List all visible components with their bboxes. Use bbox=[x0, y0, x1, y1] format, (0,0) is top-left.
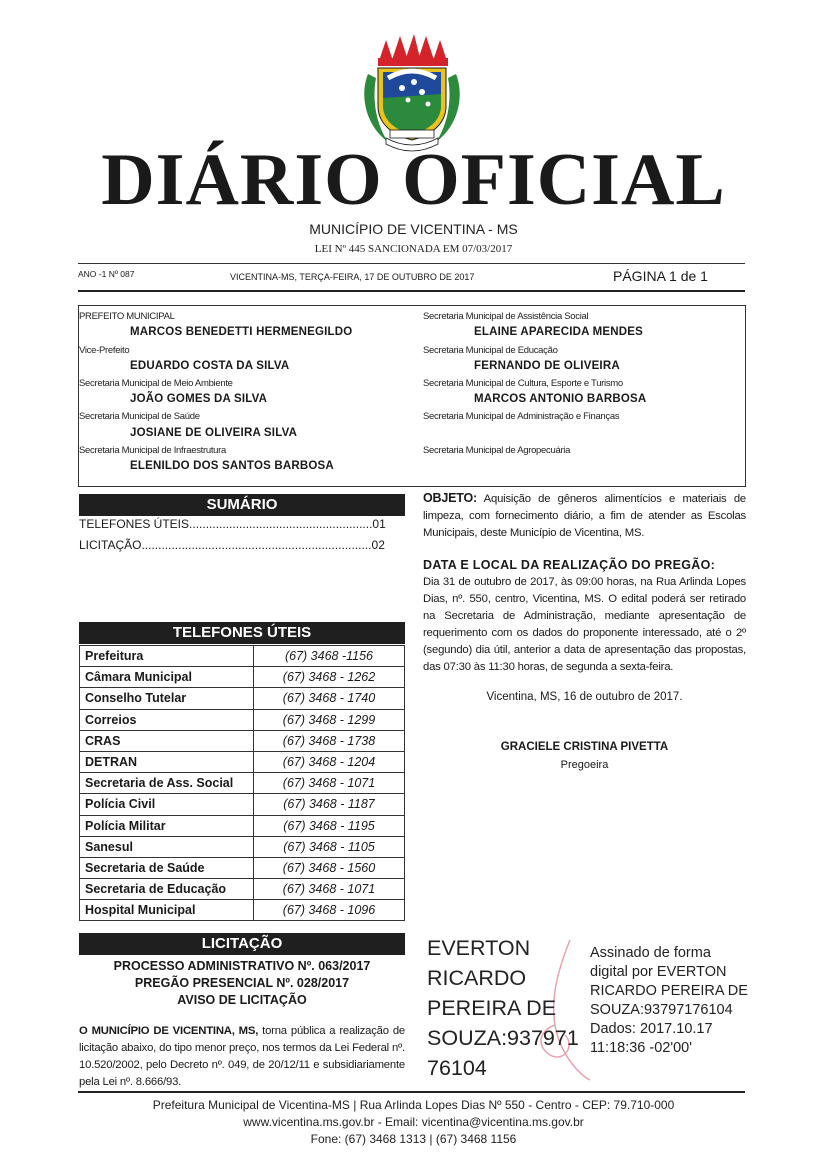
phone-number: (67) 3468 - 1071 bbox=[254, 879, 405, 900]
table-row bbox=[80, 900, 405, 921]
header-rule-top bbox=[78, 263, 745, 264]
sumario-title: SUMÁRIO bbox=[79, 494, 405, 516]
official-role: PREFEITO MUNICIPAL bbox=[79, 311, 175, 322]
phone-name: Polícia Civil bbox=[80, 794, 254, 815]
licitacao-processo: PROCESSO ADMINISTRATIVO Nº. 063/2017 bbox=[113, 959, 371, 973]
sumario-item[interactable] bbox=[79, 517, 399, 531]
licitacao-intro-bold: O MUNICÍPIO DE VICENTINA, MS, bbox=[79, 1025, 259, 1037]
phone-name: Câmara Municipal bbox=[80, 667, 254, 688]
sumario-item-page: 01 bbox=[372, 517, 386, 531]
official-role: Secretaria Municipal de Meio Ambiente bbox=[79, 378, 233, 389]
digital-signature-info bbox=[590, 944, 750, 1058]
phone-number: (67) 3468 - 1204 bbox=[254, 751, 405, 772]
signature-info-line: RICARDO PEREIRA DE bbox=[590, 983, 748, 999]
phone-number: (67) 3468 - 1096 bbox=[254, 900, 405, 921]
official-role: Secretaria Municipal de Saúde bbox=[79, 411, 200, 422]
phone-name: Secretaria de Saúde bbox=[80, 857, 254, 878]
phone-name: Hospital Municipal bbox=[80, 900, 254, 921]
licitacao-aviso: AVISO DE LICITAÇÃO bbox=[177, 993, 307, 1007]
objeto-label: OBJETO: bbox=[423, 491, 477, 505]
table-row bbox=[80, 836, 405, 857]
official-role: Secretaria Municipal de Infraestrutura bbox=[79, 445, 227, 456]
official-role: Secretaria Municipal de Administração e Finanças bbox=[423, 411, 620, 422]
masthead-title: DIÁRIO OFICIAL bbox=[101, 139, 726, 221]
licitacao-pregao: PREGÃO PRESENCIAL Nº. 028/2017 bbox=[134, 976, 350, 990]
footer-phones: Fone: (67) 3468 1313 | (67) 3468 1156 bbox=[310, 1132, 517, 1146]
signature-info-line: Dados: 2017.10.17 bbox=[590, 1021, 713, 1037]
sumario-item-dots: ..................................................................... bbox=[141, 538, 372, 552]
table-row bbox=[80, 879, 405, 900]
phone-number: (67) 3468 - 1740 bbox=[254, 688, 405, 709]
sumario-item-dots: ....................................................... bbox=[189, 517, 373, 531]
phone-number: (67) 3468 -1156 bbox=[254, 646, 405, 667]
signature-name-line: RICARDO bbox=[427, 966, 527, 990]
signature-name-line: SOUZA:937971 bbox=[427, 1026, 579, 1050]
law-line: LEI Nº 445 SANCIONADA EM 07/03/2017 bbox=[314, 243, 513, 255]
signature-name-line: 76104 bbox=[427, 1056, 487, 1080]
objeto-text: Aquisição de gêneros alimentícios e materiais de limpeza, com fornecimento diário, a fim de atender as Escolas Municipais, deste Município de Vicentina, MS. bbox=[423, 493, 746, 539]
phone-number: (67) 3468 - 1071 bbox=[254, 773, 405, 794]
telefones-title: TELEFONES ÚTEIS bbox=[79, 622, 405, 644]
official-role: Secretaria Municipal de Educação bbox=[423, 345, 558, 356]
phone-name: Prefeitura bbox=[80, 646, 254, 667]
data-local-title: DATA E LOCAL DA REALIZAÇÃO DO PREGÃO: bbox=[423, 558, 716, 572]
footer-web-email: www.vicentina.ms.gov.br - Email: vicentina@vicentina.ms.gov.br bbox=[243, 1115, 584, 1129]
licitacao-title: LICITAÇÃO bbox=[79, 933, 405, 955]
digital-signature-name bbox=[427, 933, 587, 1083]
signature-name-line: PEREIRA DE bbox=[427, 996, 557, 1020]
phone-number: (67) 3468 - 1187 bbox=[254, 794, 405, 815]
table-row bbox=[80, 794, 405, 815]
issue-date: VICENTINA-MS, TERÇA-FEIRA, 17 DE OUTUBRO DE 2017 bbox=[230, 272, 475, 282]
phone-name: DETRAN bbox=[80, 751, 254, 772]
table-row bbox=[80, 646, 405, 667]
phone-name: Sanesul bbox=[80, 836, 254, 857]
table-row bbox=[80, 730, 405, 751]
official-name: MARCOS ANTONIO BARBOSA bbox=[474, 393, 647, 405]
footer-address: Prefeitura Municipal de Vicentina-MS | Rua Arlinda Lopes Dias Nº 550 - Centro - CEP: 79.710-000 bbox=[152, 1098, 675, 1112]
municipal-crest-logo bbox=[358, 34, 466, 152]
table-row bbox=[80, 667, 405, 688]
phone-name: CRAS bbox=[80, 730, 254, 751]
sumario-item-label: TELEFONES ÚTEIS bbox=[79, 517, 190, 531]
footer-rule bbox=[78, 1091, 745, 1093]
objeto-paragraph bbox=[423, 490, 746, 542]
table-row bbox=[80, 857, 405, 878]
official-name: JOÃO GOMES DA SILVA bbox=[130, 393, 268, 405]
official-name: ELENILDO DOS SANTOS BARBOSA bbox=[130, 460, 334, 472]
official-role: Vice-Prefeito bbox=[79, 345, 130, 356]
phone-name: Polícia Militar bbox=[80, 815, 254, 836]
data-local-text: Dia 31 de outubro de 2017, às 09:00 horas, na Rua Arlinda Lopes Dias, nº. 550, centro, Vicentina, MS. O edital poderá ser retirado na Secretaria de Administração, mediante apresentação de requerimento com os dados do proponente interessado, até o 2º (segundo) dia útil, anterior a data de apresentação das propostas, das 07:30 às 11:30 horas, de segunda a sexta-feira. bbox=[423, 576, 746, 673]
issue-number: ANO -1 Nº 087 bbox=[78, 269, 135, 279]
closing-place-date: Vicentina, MS, 16 de outubro de 2017. bbox=[486, 691, 683, 703]
table-row bbox=[80, 773, 405, 794]
official-name: FERNANDO DE OLIVEIRA bbox=[474, 360, 620, 372]
signature-info-line: SOUZA:93797176104 bbox=[590, 1002, 733, 1018]
phone-number: (67) 3468 - 1262 bbox=[254, 667, 405, 688]
page-indicator: PÁGINA 1 de 1 bbox=[613, 268, 708, 284]
sumario-item-label: LICITAÇÃO bbox=[79, 538, 142, 552]
table-row bbox=[80, 709, 405, 730]
phone-number: (67) 3468 - 1195 bbox=[254, 815, 405, 836]
official-name: ELAINE APARECIDA MENDES bbox=[474, 326, 644, 338]
official-name: EDUARDO COSTA DA SILVA bbox=[130, 360, 290, 372]
phone-name: Correios bbox=[80, 709, 254, 730]
phone-number: (67) 3468 - 1105 bbox=[254, 836, 405, 857]
signature-name-line: EVERTON bbox=[427, 936, 531, 960]
phone-number: (67) 3468 - 1560 bbox=[254, 857, 405, 878]
sumario-item[interactable] bbox=[79, 538, 399, 552]
phones-table bbox=[79, 645, 405, 921]
official-name: JOSIANE DE OLIVEIRA SILVA bbox=[130, 427, 298, 439]
signature-info-line: digital por EVERTON bbox=[590, 964, 727, 980]
phone-number: (67) 3468 - 1299 bbox=[254, 709, 405, 730]
official-role: Secretaria Municipal de Cultura, Esporte e Turismo bbox=[423, 378, 623, 389]
phone-name: Secretaria de Ass. Social bbox=[80, 773, 254, 794]
licitacao-intro-text: torna pública a realização de licitação abaixo, do tipo menor preço, nos termos da Lei Federal nº. 10.520/2002, pelo Decreto nº. 049, de 20/12/11 e subsidiariamente pela Lei nº. 8.666/93. bbox=[79, 1025, 405, 1088]
official-role: Secretaria Municipal de Agropecuária bbox=[423, 445, 571, 456]
header-rule-bottom bbox=[78, 290, 745, 292]
table-row bbox=[80, 815, 405, 836]
signer-role: Pregoeira bbox=[560, 759, 609, 771]
official-name: MARCOS BENEDETTI HERMENEGILDO bbox=[130, 326, 353, 338]
signature-info-line: Assinado de forma bbox=[590, 945, 711, 961]
official-role: Secretaria Municipal de Assistência Social bbox=[423, 311, 589, 322]
table-row bbox=[80, 751, 405, 772]
table-row bbox=[80, 688, 405, 709]
municipio-subtitle: MUNICÍPIO DE VICENTINA - MS bbox=[309, 221, 518, 237]
phone-name: Secretaria de Educação bbox=[80, 879, 254, 900]
phone-name: Conselho Tutelar bbox=[80, 688, 254, 709]
phone-number: (67) 3468 - 1738 bbox=[254, 730, 405, 751]
licitacao-intro bbox=[79, 1023, 405, 1091]
signer-name: GRACIELE CRISTINA PIVETTA bbox=[500, 741, 669, 753]
signature-info-line: 11:18:36 -02'00' bbox=[590, 1040, 693, 1056]
sumario-item-page: 02 bbox=[371, 538, 385, 552]
